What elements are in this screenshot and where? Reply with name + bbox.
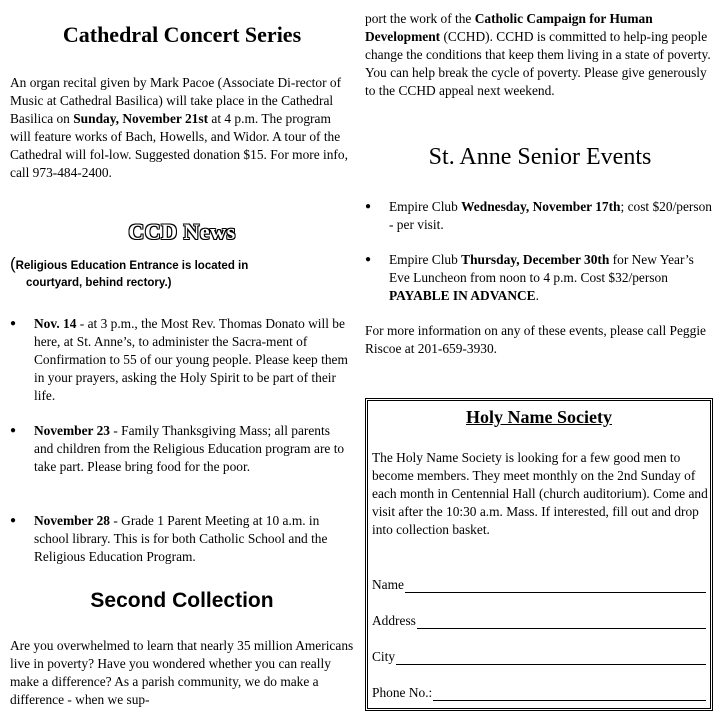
religious-education-note: (Religious Education Entrance is located in courtyard, behind rectory.) xyxy=(10,254,249,289)
name-label: Name xyxy=(372,577,404,592)
bullet-icon: ● xyxy=(10,425,17,436)
concert-heading: Cathedral Concert Series xyxy=(62,22,302,47)
holy-name-society-box xyxy=(365,398,713,711)
bullet-icon: ● xyxy=(10,515,17,526)
bullet-icon: ● xyxy=(365,201,372,212)
st-anne-heading: St. Anne Senior Events xyxy=(428,144,652,170)
second-collection-continued: port the work of the Catholic Campaign for Human Development (CCHD). CCHD is committed to help-ing people change the conditions that keep them living in a state of poverty. You can help break the cycle of poverty. Please give generously to the CCHD appeal next weekend. xyxy=(365,11,711,98)
bullet-icon: ● xyxy=(10,318,17,329)
address-field[interactable] xyxy=(372,613,706,629)
second-collection-heading: Second Collection xyxy=(90,589,274,612)
list-item: ● November 23 - Family Thanksgiving Mass; all parents and children from the Religious Education program are to take part. Please bring food for the poor. xyxy=(10,423,345,474)
holy-name-paragraph: The Holy Name Society is looking for a few good men to become members. They meet monthly on the 2nd Sunday of each month in Centennial Hall (church auditorium). Come and visit after the 10:30 a.m. Mass. If interested, fill out and drop into collection basket. xyxy=(372,450,708,537)
list-item: ● Nov. 14 - at 3 p.m., the Most Rev. Thomas Donato will be here, at St. Anne’s, to administer the Sacra-ment of Confirmation to 55 of our young people. Please keep them in your prayers, asking the Holy Spirit to be part of their life. xyxy=(10,316,348,403)
name-blank[interactable] xyxy=(405,578,706,593)
holy-name-heading: Holy Name Society xyxy=(466,407,612,427)
ccd-heading: CCD News xyxy=(128,219,236,244)
phone-blank[interactable] xyxy=(433,686,706,701)
city-blank[interactable] xyxy=(396,650,706,665)
bullet-icon: ● xyxy=(365,254,372,265)
phone-field[interactable] xyxy=(372,685,706,701)
address-blank[interactable] xyxy=(417,614,706,629)
list-item: ● Empire Club Wednesday, November 17th; cost $20/person - per visit. xyxy=(365,199,712,232)
city-label: City xyxy=(372,649,396,664)
phone-label: Phone No.: xyxy=(372,685,433,700)
city-field[interactable] xyxy=(372,649,706,665)
st-anne-more-info: For more information on any of these events, please call Peggie Riscoe at 201-659-3930. xyxy=(365,323,706,356)
list-item: ● Empire Club Thursday, December 30th for New Year’s Eve Luncheon from noon to 4 p.m. Cost $32/person PAYABLE IN ADVANCE. xyxy=(365,252,694,303)
name-field[interactable] xyxy=(372,577,706,593)
concert-paragraph: An organ recital given by Mark Pacoe (Associate Di-rector of Music at Cathedral Basilica) will take place in the Cathedral Basilica on Sunday, November 21st at 4 p.m. The program will feature works of Bach, Howells, and Widor. A tour of the Cathedral will fol-low. Suggested donation $15. For more info, call 973-484-2400. xyxy=(10,75,348,180)
address-label: Address xyxy=(372,613,416,628)
second-collection-paragraph: Are you overwhelmed to learn that nearly 35 million Americans live in poverty? Have you wondered whether you can really make a difference? As a parish community, we do make a difference - when we sup- xyxy=(10,638,354,707)
list-item: ● November 28 - Grade 1 Parent Meeting at 10 a.m. in school library. This is for both Catholic School and the Religious Education Program. xyxy=(10,513,328,564)
